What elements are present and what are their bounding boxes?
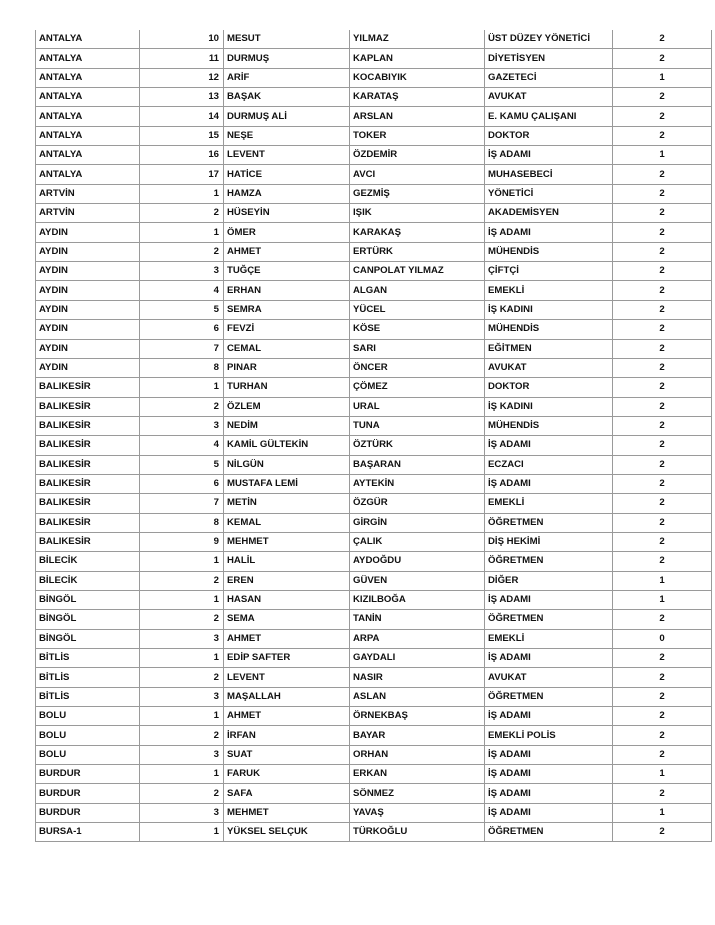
province-cell: AYDIN bbox=[36, 358, 140, 377]
first-name-cell: KEMAL bbox=[224, 513, 350, 532]
rank-cell: 2 bbox=[140, 784, 224, 803]
profession-cell: İŞ ADAMI bbox=[485, 649, 613, 668]
table-body bbox=[36, 30, 712, 842]
last-name-cell: ÖRNEKBAŞ bbox=[350, 707, 485, 726]
table-row bbox=[36, 165, 712, 184]
first-name-cell: LEVENT bbox=[224, 668, 350, 687]
province-cell: AYDIN bbox=[36, 339, 140, 358]
value-cell: 2 bbox=[613, 610, 712, 629]
province-cell: ANTALYA bbox=[36, 126, 140, 145]
province-cell: BURDUR bbox=[36, 765, 140, 784]
profession-cell: İŞ ADAMI bbox=[485, 765, 613, 784]
value-cell: 2 bbox=[613, 30, 712, 49]
rank-cell: 1 bbox=[140, 223, 224, 242]
rank-cell: 13 bbox=[140, 88, 224, 107]
last-name-cell: URAL bbox=[350, 397, 485, 416]
last-name-cell: ÖZDEMİR bbox=[350, 146, 485, 165]
profession-cell: EMEKLİ POLİS bbox=[485, 726, 613, 745]
rank-cell: 2 bbox=[140, 204, 224, 223]
last-name-cell: TOKER bbox=[350, 126, 485, 145]
first-name-cell: FARUK bbox=[224, 765, 350, 784]
value-cell: 2 bbox=[613, 300, 712, 319]
table-row bbox=[36, 416, 712, 435]
province-cell: BALIKESİR bbox=[36, 494, 140, 513]
value-cell: 1 bbox=[613, 146, 712, 165]
last-name-cell: ÇALIK bbox=[350, 532, 485, 551]
rank-cell: 2 bbox=[140, 726, 224, 745]
profession-cell: MÜHENDİS bbox=[485, 416, 613, 435]
first-name-cell: CEMAL bbox=[224, 339, 350, 358]
profession-cell: EMEKLİ bbox=[485, 281, 613, 300]
profession-cell: YÖNETİCİ bbox=[485, 184, 613, 203]
last-name-cell: AYDOĞDU bbox=[350, 552, 485, 571]
profession-cell: AKADEMİSYEN bbox=[485, 204, 613, 223]
table-row bbox=[36, 397, 712, 416]
value-cell: 2 bbox=[613, 649, 712, 668]
value-cell: 2 bbox=[613, 378, 712, 397]
table-row bbox=[36, 223, 712, 242]
rank-cell: 3 bbox=[140, 262, 224, 281]
value-cell: 2 bbox=[613, 165, 712, 184]
last-name-cell: ASLAN bbox=[350, 687, 485, 706]
province-cell: BURDUR bbox=[36, 784, 140, 803]
value-cell: 0 bbox=[613, 629, 712, 648]
value-cell: 1 bbox=[613, 590, 712, 609]
value-cell: 2 bbox=[613, 552, 712, 571]
profession-cell: EMEKLİ bbox=[485, 494, 613, 513]
last-name-cell: YILMAZ bbox=[350, 30, 485, 49]
province-cell: BİTLİS bbox=[36, 649, 140, 668]
first-name-cell: LEVENT bbox=[224, 146, 350, 165]
province-cell: ANTALYA bbox=[36, 88, 140, 107]
table-row bbox=[36, 88, 712, 107]
rank-cell: 7 bbox=[140, 339, 224, 358]
table-row bbox=[36, 146, 712, 165]
table-row bbox=[36, 204, 712, 223]
table-row bbox=[36, 126, 712, 145]
table-row bbox=[36, 107, 712, 126]
province-cell: BOLU bbox=[36, 726, 140, 745]
province-cell: BURSA-1 bbox=[36, 823, 140, 842]
rank-cell: 10 bbox=[140, 30, 224, 49]
rank-cell: 2 bbox=[140, 610, 224, 629]
profession-cell: ÖĞRETMEN bbox=[485, 687, 613, 706]
last-name-cell: KIZILBOĞA bbox=[350, 590, 485, 609]
value-cell: 2 bbox=[613, 455, 712, 474]
rank-cell: 1 bbox=[140, 590, 224, 609]
province-cell: AYDIN bbox=[36, 281, 140, 300]
first-name-cell: MESUT bbox=[224, 30, 350, 49]
province-cell: AYDIN bbox=[36, 320, 140, 339]
value-cell: 2 bbox=[613, 262, 712, 281]
value-cell: 2 bbox=[613, 726, 712, 745]
last-name-cell: YAVAŞ bbox=[350, 803, 485, 822]
value-cell: 2 bbox=[613, 281, 712, 300]
profession-cell: İŞ ADAMI bbox=[485, 707, 613, 726]
last-name-cell: ÇÖMEZ bbox=[350, 378, 485, 397]
rank-cell: 3 bbox=[140, 416, 224, 435]
table-row bbox=[36, 358, 712, 377]
profession-cell: AVUKAT bbox=[485, 668, 613, 687]
last-name-cell: YÜCEL bbox=[350, 300, 485, 319]
province-cell: BURDUR bbox=[36, 803, 140, 822]
last-name-cell: GİRGİN bbox=[350, 513, 485, 532]
rank-cell: 6 bbox=[140, 320, 224, 339]
profession-cell: İŞ ADAMI bbox=[485, 784, 613, 803]
last-name-cell: ÖZGÜR bbox=[350, 494, 485, 513]
candidate-table bbox=[35, 30, 712, 842]
first-name-cell: MEHMET bbox=[224, 532, 350, 551]
last-name-cell: AYTEKİN bbox=[350, 474, 485, 493]
province-cell: BİTLİS bbox=[36, 687, 140, 706]
rank-cell: 16 bbox=[140, 146, 224, 165]
profession-cell: ÖĞRETMEN bbox=[485, 513, 613, 532]
value-cell: 2 bbox=[613, 745, 712, 764]
first-name-cell: SEMRA bbox=[224, 300, 350, 319]
first-name-cell: SEMA bbox=[224, 610, 350, 629]
profession-cell: ÖĞRETMEN bbox=[485, 610, 613, 629]
province-cell: BOLU bbox=[36, 707, 140, 726]
first-name-cell: BAŞAK bbox=[224, 88, 350, 107]
last-name-cell: KAPLAN bbox=[350, 49, 485, 68]
first-name-cell: ÖMER bbox=[224, 223, 350, 242]
province-cell: BALIKESİR bbox=[36, 513, 140, 532]
rank-cell: 2 bbox=[140, 397, 224, 416]
rank-cell: 17 bbox=[140, 165, 224, 184]
last-name-cell: GEZMİŞ bbox=[350, 184, 485, 203]
rank-cell: 4 bbox=[140, 436, 224, 455]
value-cell: 2 bbox=[613, 707, 712, 726]
first-name-cell: AHMET bbox=[224, 242, 350, 261]
last-name-cell: GAYDALI bbox=[350, 649, 485, 668]
table-row bbox=[36, 474, 712, 493]
province-cell: BİLECİK bbox=[36, 552, 140, 571]
profession-cell: İŞ KADINI bbox=[485, 397, 613, 416]
value-cell: 1 bbox=[613, 68, 712, 87]
value-cell: 2 bbox=[613, 88, 712, 107]
first-name-cell: NEDİM bbox=[224, 416, 350, 435]
last-name-cell: ALGAN bbox=[350, 281, 485, 300]
table-row bbox=[36, 552, 712, 571]
rank-cell: 6 bbox=[140, 474, 224, 493]
rank-cell: 5 bbox=[140, 300, 224, 319]
table-row bbox=[36, 494, 712, 513]
profession-cell: AVUKAT bbox=[485, 358, 613, 377]
last-name-cell: ORHAN bbox=[350, 745, 485, 764]
last-name-cell: TÜRKOĞLU bbox=[350, 823, 485, 842]
rank-cell: 1 bbox=[140, 649, 224, 668]
rank-cell: 1 bbox=[140, 184, 224, 203]
profession-cell: DİŞ HEKİMİ bbox=[485, 532, 613, 551]
table-row bbox=[36, 184, 712, 203]
last-name-cell: KÖSE bbox=[350, 320, 485, 339]
profession-cell: DOKTOR bbox=[485, 126, 613, 145]
profession-cell: ÜST DÜZEY YÖNETİCİ bbox=[485, 30, 613, 49]
profession-cell: EĞİTMEN bbox=[485, 339, 613, 358]
rank-cell: 3 bbox=[140, 803, 224, 822]
last-name-cell: ERKAN bbox=[350, 765, 485, 784]
profession-cell: E. KAMU ÇALIŞANI bbox=[485, 107, 613, 126]
rank-cell: 14 bbox=[140, 107, 224, 126]
first-name-cell: HAMZA bbox=[224, 184, 350, 203]
profession-cell: DOKTOR bbox=[485, 378, 613, 397]
value-cell: 2 bbox=[613, 494, 712, 513]
province-cell: AYDIN bbox=[36, 262, 140, 281]
last-name-cell: NASIR bbox=[350, 668, 485, 687]
rank-cell: 1 bbox=[140, 765, 224, 784]
province-cell: AYDIN bbox=[36, 242, 140, 261]
value-cell: 2 bbox=[613, 416, 712, 435]
last-name-cell: KARATAŞ bbox=[350, 88, 485, 107]
province-cell: AYDIN bbox=[36, 300, 140, 319]
table-row bbox=[36, 455, 712, 474]
profession-cell: MÜHENDİS bbox=[485, 242, 613, 261]
rank-cell: 2 bbox=[140, 668, 224, 687]
first-name-cell: MEHMET bbox=[224, 803, 350, 822]
profession-cell: DİĞER bbox=[485, 571, 613, 590]
rank-cell: 1 bbox=[140, 552, 224, 571]
profession-cell: ECZACI bbox=[485, 455, 613, 474]
table-row bbox=[36, 242, 712, 261]
first-name-cell: TUĞÇE bbox=[224, 262, 350, 281]
first-name-cell: ARİF bbox=[224, 68, 350, 87]
value-cell: 2 bbox=[613, 223, 712, 242]
first-name-cell: HÜSEYİN bbox=[224, 204, 350, 223]
province-cell: BALIKESİR bbox=[36, 532, 140, 551]
province-cell: ARTVİN bbox=[36, 184, 140, 203]
profession-cell: İŞ ADAMI bbox=[485, 803, 613, 822]
last-name-cell: GÜVEN bbox=[350, 571, 485, 590]
first-name-cell: YÜKSEL SELÇUK bbox=[224, 823, 350, 842]
table-row bbox=[36, 262, 712, 281]
first-name-cell: TURHAN bbox=[224, 378, 350, 397]
first-name-cell: HALİL bbox=[224, 552, 350, 571]
last-name-cell: IŞIK bbox=[350, 204, 485, 223]
last-name-cell: SARI bbox=[350, 339, 485, 358]
table-row bbox=[36, 339, 712, 358]
value-cell: 2 bbox=[613, 823, 712, 842]
first-name-cell: HASAN bbox=[224, 590, 350, 609]
first-name-cell: NEŞE bbox=[224, 126, 350, 145]
table-row bbox=[36, 513, 712, 532]
province-cell: BALIKESİR bbox=[36, 416, 140, 435]
first-name-cell: ERHAN bbox=[224, 281, 350, 300]
first-name-cell: METİN bbox=[224, 494, 350, 513]
rank-cell: 15 bbox=[140, 126, 224, 145]
last-name-cell: ÖZTÜRK bbox=[350, 436, 485, 455]
first-name-cell: KAMİL GÜLTEKİN bbox=[224, 436, 350, 455]
profession-cell: ÖĞRETMEN bbox=[485, 823, 613, 842]
profession-cell: İŞ ADAMI bbox=[485, 590, 613, 609]
province-cell: ARTVİN bbox=[36, 204, 140, 223]
province-cell: ANTALYA bbox=[36, 107, 140, 126]
province-cell: ANTALYA bbox=[36, 165, 140, 184]
rank-cell: 7 bbox=[140, 494, 224, 513]
rank-cell: 8 bbox=[140, 513, 224, 532]
last-name-cell: KARAKAŞ bbox=[350, 223, 485, 242]
first-name-cell: MUSTAFA LEMİ bbox=[224, 474, 350, 493]
last-name-cell: ERTÜRK bbox=[350, 242, 485, 261]
profession-cell: GAZETECİ bbox=[485, 68, 613, 87]
profession-cell: İŞ ADAMI bbox=[485, 745, 613, 764]
table-row bbox=[36, 436, 712, 455]
value-cell: 2 bbox=[613, 784, 712, 803]
first-name-cell: DURMUŞ ALİ bbox=[224, 107, 350, 126]
table-row bbox=[36, 668, 712, 687]
first-name-cell: NİLGÜN bbox=[224, 455, 350, 474]
value-cell: 1 bbox=[613, 571, 712, 590]
province-cell: BALIKESİR bbox=[36, 474, 140, 493]
table-row bbox=[36, 532, 712, 551]
table-row bbox=[36, 784, 712, 803]
province-cell: BALIKESİR bbox=[36, 397, 140, 416]
rank-cell: 5 bbox=[140, 455, 224, 474]
province-cell: BALIKESİR bbox=[36, 378, 140, 397]
rank-cell: 1 bbox=[140, 823, 224, 842]
value-cell: 1 bbox=[613, 803, 712, 822]
first-name-cell: SAFA bbox=[224, 784, 350, 803]
last-name-cell: ARPA bbox=[350, 629, 485, 648]
table-row bbox=[36, 765, 712, 784]
last-name-cell: BAŞARAN bbox=[350, 455, 485, 474]
rank-cell: 2 bbox=[140, 242, 224, 261]
value-cell: 2 bbox=[613, 358, 712, 377]
value-cell: 2 bbox=[613, 242, 712, 261]
first-name-cell: SUAT bbox=[224, 745, 350, 764]
first-name-cell: EREN bbox=[224, 571, 350, 590]
value-cell: 2 bbox=[613, 126, 712, 145]
value-cell: 2 bbox=[613, 668, 712, 687]
value-cell: 2 bbox=[613, 687, 712, 706]
rank-cell: 2 bbox=[140, 571, 224, 590]
last-name-cell: SÖNMEZ bbox=[350, 784, 485, 803]
profession-cell: ÖĞRETMEN bbox=[485, 552, 613, 571]
table-row bbox=[36, 726, 712, 745]
table-row bbox=[36, 823, 712, 842]
table-row bbox=[36, 378, 712, 397]
table-row bbox=[36, 803, 712, 822]
rank-cell: 8 bbox=[140, 358, 224, 377]
table-row bbox=[36, 590, 712, 609]
profession-cell: İŞ ADAMI bbox=[485, 474, 613, 493]
province-cell: BOLU bbox=[36, 745, 140, 764]
table-row bbox=[36, 320, 712, 339]
province-cell: BİNGÖL bbox=[36, 610, 140, 629]
first-name-cell: İRFAN bbox=[224, 726, 350, 745]
value-cell: 2 bbox=[613, 320, 712, 339]
value-cell: 2 bbox=[613, 436, 712, 455]
province-cell: ANTALYA bbox=[36, 49, 140, 68]
value-cell: 2 bbox=[613, 513, 712, 532]
first-name-cell: AHMET bbox=[224, 629, 350, 648]
first-name-cell: DURMUŞ bbox=[224, 49, 350, 68]
province-cell: BİNGÖL bbox=[36, 629, 140, 648]
profession-cell: MÜHENDİS bbox=[485, 320, 613, 339]
province-cell: BALIKESİR bbox=[36, 455, 140, 474]
profession-cell: AVUKAT bbox=[485, 88, 613, 107]
province-cell: BİNGÖL bbox=[36, 590, 140, 609]
first-name-cell: HATİCE bbox=[224, 165, 350, 184]
last-name-cell: ÖNCER bbox=[350, 358, 485, 377]
rank-cell: 12 bbox=[140, 68, 224, 87]
rank-cell: 1 bbox=[140, 707, 224, 726]
profession-cell: İŞ ADAMI bbox=[485, 146, 613, 165]
province-cell: ANTALYA bbox=[36, 146, 140, 165]
first-name-cell: EDİP SAFTER bbox=[224, 649, 350, 668]
profession-cell: MUHASEBECİ bbox=[485, 165, 613, 184]
value-cell: 2 bbox=[613, 49, 712, 68]
value-cell: 2 bbox=[613, 204, 712, 223]
profession-cell: ÇİFTÇİ bbox=[485, 262, 613, 281]
profession-cell: İŞ ADAMI bbox=[485, 436, 613, 455]
rank-cell: 3 bbox=[140, 687, 224, 706]
table-row bbox=[36, 745, 712, 764]
first-name-cell: FEVZİ bbox=[224, 320, 350, 339]
profession-cell: İŞ ADAMI bbox=[485, 223, 613, 242]
rank-cell: 11 bbox=[140, 49, 224, 68]
first-name-cell: MAŞALLAH bbox=[224, 687, 350, 706]
profession-cell: DİYETİSYEN bbox=[485, 49, 613, 68]
last-name-cell: ARSLAN bbox=[350, 107, 485, 126]
province-cell: BALIKESİR bbox=[36, 436, 140, 455]
table-row bbox=[36, 707, 712, 726]
province-cell: BİTLİS bbox=[36, 668, 140, 687]
rank-cell: 3 bbox=[140, 745, 224, 764]
rank-cell: 3 bbox=[140, 629, 224, 648]
last-name-cell: CANPOLAT YILMAZ bbox=[350, 262, 485, 281]
profession-cell: EMEKLİ bbox=[485, 629, 613, 648]
last-name-cell: BAYAR bbox=[350, 726, 485, 745]
value-cell: 2 bbox=[613, 107, 712, 126]
table-row bbox=[36, 281, 712, 300]
rank-cell: 1 bbox=[140, 378, 224, 397]
table-row bbox=[36, 300, 712, 319]
table-row bbox=[36, 649, 712, 668]
last-name-cell: TANİN bbox=[350, 610, 485, 629]
province-cell: BİLECİK bbox=[36, 571, 140, 590]
province-cell: AYDIN bbox=[36, 223, 140, 242]
value-cell: 2 bbox=[613, 532, 712, 551]
value-cell: 2 bbox=[613, 339, 712, 358]
table-row bbox=[36, 68, 712, 87]
table-row bbox=[36, 30, 712, 49]
value-cell: 2 bbox=[613, 397, 712, 416]
last-name-cell: AVCI bbox=[350, 165, 485, 184]
last-name-cell: TUNA bbox=[350, 416, 485, 435]
table-row bbox=[36, 629, 712, 648]
first-name-cell: ÖZLEM bbox=[224, 397, 350, 416]
province-cell: ANTALYA bbox=[36, 30, 140, 49]
rank-cell: 4 bbox=[140, 281, 224, 300]
first-name-cell: AHMET bbox=[224, 707, 350, 726]
table-row bbox=[36, 49, 712, 68]
value-cell: 2 bbox=[613, 184, 712, 203]
first-name-cell: PINAR bbox=[224, 358, 350, 377]
value-cell: 1 bbox=[613, 765, 712, 784]
province-cell: ANTALYA bbox=[36, 68, 140, 87]
rank-cell: 9 bbox=[140, 532, 224, 551]
last-name-cell: KOCABIYIK bbox=[350, 68, 485, 87]
value-cell: 2 bbox=[613, 474, 712, 493]
profession-cell: İŞ KADINI bbox=[485, 300, 613, 319]
table-row bbox=[36, 571, 712, 590]
table-row bbox=[36, 610, 712, 629]
table-row bbox=[36, 687, 712, 706]
